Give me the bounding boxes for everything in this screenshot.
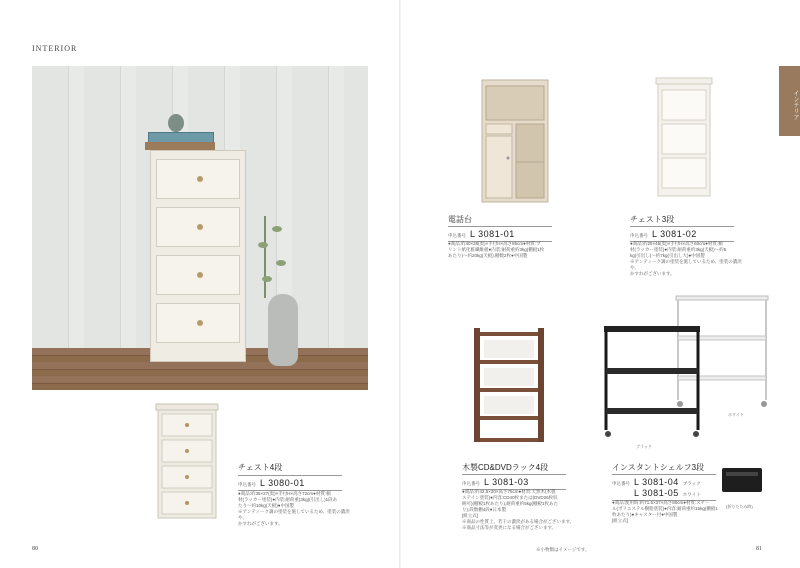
rangeboard-image bbox=[480, 78, 552, 206]
instantshelf-code-1-color: ブラック bbox=[682, 481, 701, 486]
chest3-code: L 3081-02 bbox=[652, 229, 697, 239]
drawer bbox=[156, 207, 240, 247]
cdrack-code: L 3081-03 bbox=[484, 477, 529, 487]
shelf-label-folded: (折りたたみ時) bbox=[726, 504, 753, 509]
chest4-desc: ●商品:約35×27(奥)×手付H×高さ72cm●材質:桐 材(ラッカー塗装)●内装:耐荷重(3kg)(引出し)1段あ たり～約10kg(天板)●中国製 ※アンティーク調の塗装を施しているため、塗装の濃淡や、 かすれがございます。 bbox=[238, 491, 350, 526]
section-label: INTERIOR bbox=[32, 44, 78, 53]
chest4-title: チェスト4段 bbox=[238, 463, 283, 472]
page-number-left: 80 bbox=[32, 546, 38, 552]
instantshelf-desc: ●商品:使用時:約71.5×37×高さ80cm●材質:スチー ル(ポリエステル樹脂塗装)●内容:耐荷重約15kg(棚板1 枚あたり)●キャスター付●中国製 [組立式] bbox=[612, 500, 718, 523]
instantshelf-code-row bbox=[612, 474, 716, 501]
rangeboard-code: L 3081-01 bbox=[470, 229, 515, 239]
drawer bbox=[156, 255, 240, 295]
rangeboard-code-label: 申込番号 bbox=[448, 233, 466, 238]
page-spine bbox=[399, 0, 401, 568]
vase bbox=[268, 294, 298, 366]
cdrack-code-row bbox=[462, 474, 566, 490]
drawer bbox=[156, 303, 240, 343]
drawer bbox=[156, 159, 240, 199]
books-bottom bbox=[145, 142, 215, 150]
cdrack-code-label: 申込番号 bbox=[462, 481, 480, 486]
chest4-code-label: 申込番号 bbox=[238, 482, 256, 487]
hero-photo bbox=[32, 66, 368, 390]
shelf-folded-image bbox=[720, 462, 764, 502]
apple-ornament bbox=[168, 114, 184, 132]
instantshelf-title: インスタントシェルフ3段 bbox=[612, 463, 705, 472]
cdrack-desc: ●商品:約42.5×20×高さ75cm●材質:天然木(木製 ステイン塗装)●内容:CD40枚または(DVD26枚収 納可)(棚板1枚あたり),耐荷重約5kg(棚板1枚あた り),段数棚4段●日本製 [組立式] ※商品の性質上、若干の濃淡がある場合がございます。 ※商品寸法等が変更になる場合がございます。 bbox=[462, 489, 575, 530]
chest4-image bbox=[152, 402, 222, 526]
shelf-label-white: ホワイト bbox=[728, 412, 744, 417]
plant-stems bbox=[264, 216, 304, 298]
instantshelf-code-2-color: ホワイト bbox=[682, 492, 701, 497]
rangeboard-title: 電話台 bbox=[448, 215, 472, 224]
footer-note: ※小物類はイメージです。 bbox=[536, 547, 590, 552]
instantshelf-code-2: L 3081-05 bbox=[634, 488, 679, 498]
chest3-desc: ●商品:約25×45(奥)×手付H×高さ60cm●材質:桐 材(ラッカー塗装)●内装:耐荷重約3kg(天板)～約5 kg(引出し)～約7kg(引出し大)●中国製 ※アンティーク調の塗装を施しているため、塗装の濃淡や、 かすれがございます。 bbox=[630, 241, 742, 276]
instantshelf-code-1: L 3081-04 bbox=[634, 477, 679, 487]
shelf-black-image bbox=[600, 324, 704, 440]
chest3-title: チェスト3段 bbox=[630, 215, 675, 224]
hero-chest bbox=[150, 150, 246, 362]
chest4-code-row bbox=[238, 475, 342, 491]
rangeboard-code-row bbox=[448, 226, 552, 242]
shelf-label-black: ブラック bbox=[636, 444, 652, 449]
chest3-code-row bbox=[630, 226, 734, 242]
chest3-code-label: 申込番号 bbox=[630, 233, 648, 238]
section-tab: インテリア bbox=[779, 66, 800, 136]
instantshelf-code-label: 申込番号 bbox=[612, 481, 630, 486]
page-number-right: 81 bbox=[756, 546, 762, 552]
cdrack-title: 木製CD&DVDラック4段 bbox=[462, 463, 549, 472]
rangeboard-desc: ●商品:約40×28(奥)×手付H×高さ85cm●材質:プ リント紙化粧繊維板●内装:耐荷重約3kg(棚板1枚 あたり)～約20kg(天板),棚数2枚●中国製 bbox=[448, 241, 545, 258]
chest3-image bbox=[654, 76, 714, 200]
cdrack-image bbox=[472, 326, 548, 446]
chest4-code: L 3080-01 bbox=[260, 478, 305, 488]
